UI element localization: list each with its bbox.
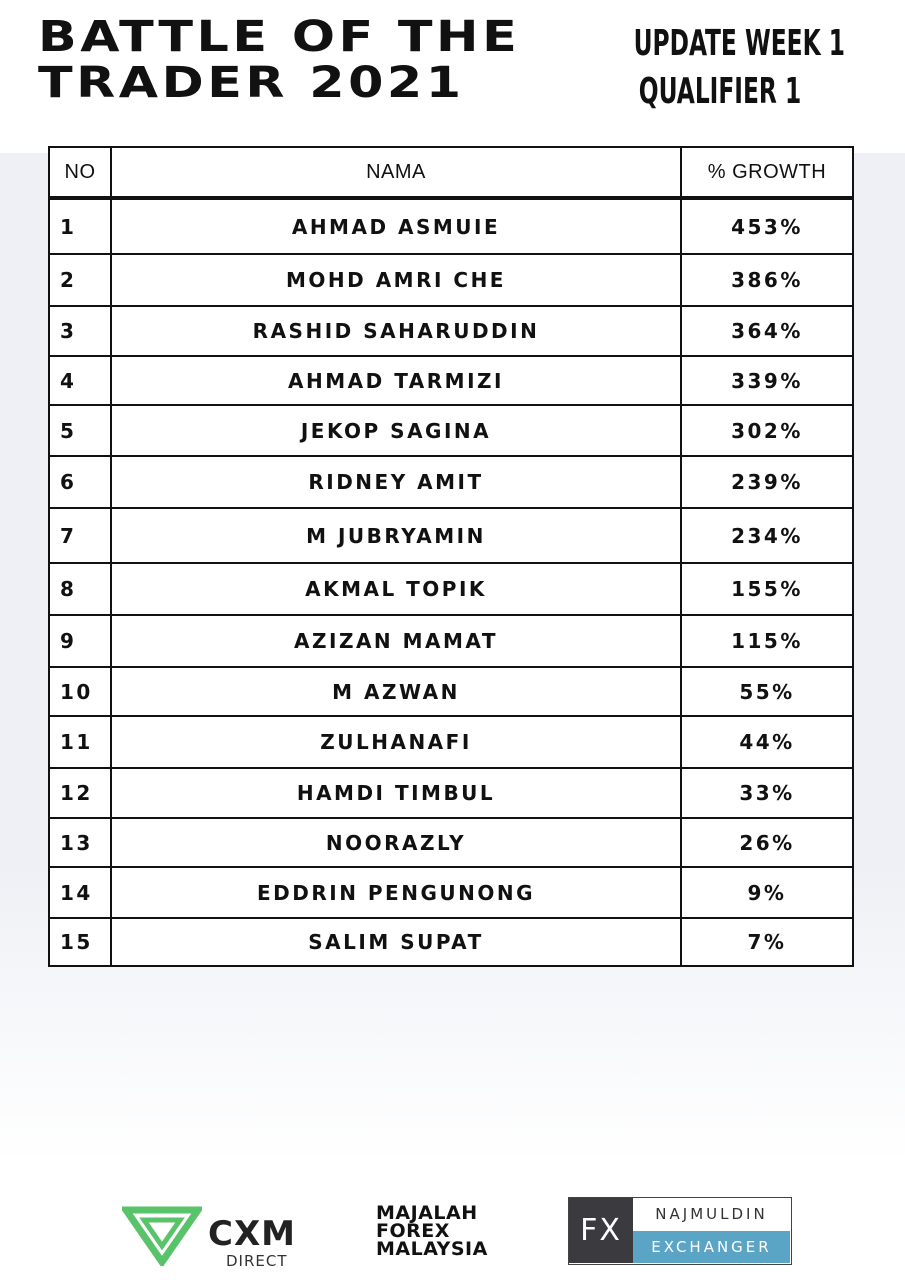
cell-name: AKMAL TOPIK (111, 563, 681, 615)
cell-name: HAMDI TIMBUL (111, 768, 681, 818)
cell-name: AHMAD TARMIZI (111, 356, 681, 405)
cxm-sub: DIRECT (226, 1252, 288, 1270)
table-row (49, 405, 853, 456)
mfm-line-1: MAJALAH (376, 1202, 478, 1224)
table-header-row (49, 147, 853, 198)
cell-name: M AZWAN (111, 667, 681, 716)
triangle-logo-icon (122, 1200, 202, 1266)
update-heading (633, 20, 845, 116)
table-row (49, 716, 853, 768)
page-title (38, 14, 520, 106)
cell-name: EDDRIN PENGUNONG (111, 867, 681, 918)
cell-no: 2 (49, 254, 111, 306)
table-row (49, 768, 853, 818)
cell-no: 13 (49, 818, 111, 867)
table-row (49, 667, 853, 716)
cell-growth: 55% (681, 667, 853, 716)
cell-no: 11 (49, 716, 111, 768)
najmuldin-exchanger-logo (568, 1197, 792, 1265)
table-row (49, 356, 853, 405)
title-line-1: BATTLE OF THE (38, 12, 521, 62)
table-row (49, 254, 853, 306)
cell-no: 9 (49, 615, 111, 667)
fx-top-text: NAJMULDIN (633, 1198, 790, 1230)
column-header-nama: NAMA (111, 147, 681, 198)
cell-no: 7 (49, 508, 111, 563)
table-row (49, 198, 853, 254)
table-row (49, 306, 853, 356)
cell-no: 1 (49, 198, 111, 254)
cxm-name: CXM (208, 1214, 296, 1254)
cell-growth: 302% (681, 405, 853, 456)
cell-name: MOHD AMRI CHE (111, 254, 681, 306)
cell-name: ZULHANAFI (111, 716, 681, 768)
cell-no: 12 (49, 768, 111, 818)
title-line-2: TRADER 2021 (38, 58, 465, 108)
cell-no: 10 (49, 667, 111, 716)
ranking-table (48, 146, 854, 967)
table-row (49, 615, 853, 667)
cell-name: RASHID SAHARUDDIN (111, 306, 681, 356)
cell-no: 14 (49, 867, 111, 918)
table-row (49, 918, 853, 966)
mfm-line-3: MALAYSIA (376, 1238, 488, 1260)
mfm-line-2: FOREX (376, 1220, 450, 1242)
sponsor-logos (0, 1190, 905, 1270)
cxm-direct-logo (122, 1200, 322, 1270)
majalah-forex-logo (376, 1204, 526, 1258)
fx-mark: FX (569, 1198, 633, 1263)
table-row (49, 563, 853, 615)
cell-name: JEKOP SAGINA (111, 405, 681, 456)
cell-growth: 155% (681, 563, 853, 615)
cell-no: 8 (49, 563, 111, 615)
column-header-no: NO (49, 147, 111, 198)
cell-growth: 9% (681, 867, 853, 918)
cell-name: RIDNEY AMIT (111, 456, 681, 508)
cell-growth: 239% (681, 456, 853, 508)
fx-bottom-text: EXCHANGER (633, 1231, 790, 1263)
cell-name: AHMAD ASMUIE (111, 198, 681, 254)
cell-name: NOORAZLY (111, 818, 681, 867)
cell-growth: 386% (681, 254, 853, 306)
cell-no: 6 (49, 456, 111, 508)
cell-no: 4 (49, 356, 111, 405)
table-row (49, 867, 853, 918)
update-line-2: QUALIFIER 1 (638, 71, 802, 112)
cell-no: 3 (49, 306, 111, 356)
cell-growth: 364% (681, 306, 853, 356)
cell-growth: 339% (681, 356, 853, 405)
cell-growth: 453% (681, 198, 853, 254)
cell-no: 15 (49, 918, 111, 966)
cell-name: SALIM SUPAT (111, 918, 681, 966)
cell-growth: 115% (681, 615, 853, 667)
cell-growth: 26% (681, 818, 853, 867)
cell-no: 5 (49, 405, 111, 456)
cell-name: M JUBRYAMIN (111, 508, 681, 563)
table-row (49, 456, 853, 508)
table-row (49, 818, 853, 867)
update-line-1: UPDATE WEEK 1 (633, 23, 845, 64)
cell-growth: 7% (681, 918, 853, 966)
column-header-growth: % GROWTH (681, 147, 853, 198)
cell-growth: 33% (681, 768, 853, 818)
cell-name: AZIZAN MAMAT (111, 615, 681, 667)
table-row (49, 508, 853, 563)
cell-growth: 234% (681, 508, 853, 563)
cell-growth: 44% (681, 716, 853, 768)
